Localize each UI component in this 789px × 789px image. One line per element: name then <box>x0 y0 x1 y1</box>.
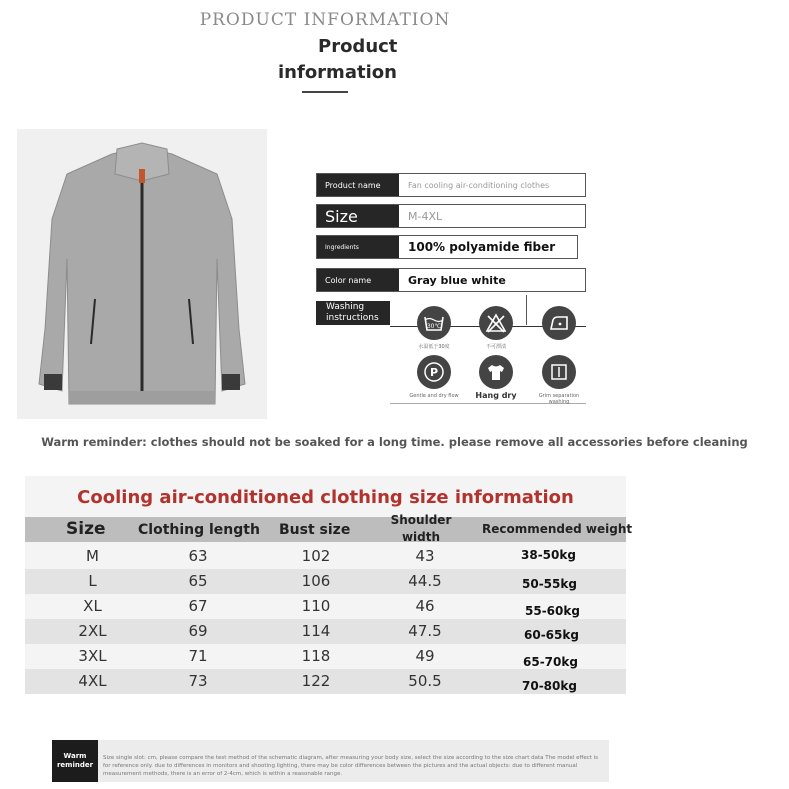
table-row <box>25 594 626 619</box>
cell-size: XL <box>83 597 102 615</box>
cell-length: 69 <box>188 622 208 640</box>
product-name-label: Product name <box>317 174 399 196</box>
table-row <box>25 669 626 694</box>
cell-shoulder: 47.5 <box>408 622 442 640</box>
cell-bust: 122 <box>301 672 331 690</box>
cell-shoulder: 44.5 <box>408 572 442 590</box>
header-shoulder-line1: Shoulder <box>390 513 452 527</box>
cell-bust: 106 <box>301 572 331 590</box>
no-bleach-icon <box>479 306 513 340</box>
cell-length: 65 <box>188 572 208 590</box>
color-row <box>316 268 586 292</box>
cell-bust: 102 <box>301 547 331 565</box>
wash-30-item <box>417 306 451 340</box>
cell-shoulder: 43 <box>415 547 435 565</box>
warm-reminder-text: Warm reminder: clothes should not be soaked for a long time. please remove all accessories before cleaning <box>41 435 748 449</box>
jacket-image <box>17 129 267 419</box>
cell-size: 4XL <box>78 672 107 690</box>
jacket-photo <box>17 129 267 419</box>
bottom-reminder-text: Size single slot: cm, please compare the test method of the schematic diagram, after measuring your body size, select the size according to the size chart data The model effect is for reference only. due to differences in monitors and shooting lighting, there may be color differences between the pictures and the actual objects: due to different manual measurement methods, there is an error of 2-4cm, which is within a reasonable range. <box>103 755 599 777</box>
cell-length: 63 <box>188 547 208 565</box>
washing-vertical-divider <box>526 295 527 325</box>
tumble-dry-icon <box>542 355 576 389</box>
no-bleach-caption: 不可漂渍 <box>485 344 506 350</box>
table-row <box>25 644 626 669</box>
cell-weight: 55-60kg <box>525 604 580 618</box>
table-row <box>25 544 626 569</box>
size-table-title: Cooling air-conditioned clothing size information <box>77 487 574 508</box>
hang-dry-icon <box>479 355 513 389</box>
washing-label <box>316 301 390 325</box>
size-label: Size <box>317 205 399 227</box>
cell-weight: 70-80kg <box>522 679 577 693</box>
header-recommended-weight: Recommended weight <box>482 522 633 536</box>
cell-shoulder: 49 <box>415 647 435 665</box>
cell-size: 2XL <box>78 622 107 640</box>
wash-30-caption: 水温低于30度 <box>418 344 450 350</box>
no-bleach-item <box>479 306 513 340</box>
cell-bust: 114 <box>301 622 331 640</box>
ingredients-row <box>316 235 578 259</box>
product-name-value: Fan cooling air-conditioning clothes <box>408 180 550 190</box>
color-label: Color name <box>317 269 399 291</box>
header-shoulder-width <box>383 512 459 546</box>
washing-label-line2: instructions <box>326 313 379 323</box>
cell-bust: 110 <box>301 597 331 615</box>
cell-weight: 65-70kg <box>523 655 578 669</box>
tumble-dry-item <box>542 355 576 389</box>
tumble-dry-caption: Grim separation washing <box>538 393 580 405</box>
cell-weight: 38-50kg <box>521 548 576 562</box>
professional-clean-icon <box>417 355 451 389</box>
hang-dry-caption: Hang dry <box>475 391 517 400</box>
product-name-row <box>316 173 586 197</box>
header-underline <box>302 91 348 93</box>
color-value: Gray blue white <box>408 273 506 287</box>
cell-size: L <box>88 572 97 590</box>
bottom-label-line2: reminder <box>56 761 94 769</box>
cell-length: 73 <box>188 672 208 690</box>
header-size: Size <box>66 519 106 539</box>
ingredients-value: 100% polyamide fiber <box>408 240 556 254</box>
svg-text:P: P <box>429 366 439 379</box>
cell-size: M <box>86 547 99 565</box>
iron-icon <box>542 306 576 340</box>
hang-dry-item <box>479 355 513 389</box>
iron-item <box>542 306 576 340</box>
cell-shoulder: 50.5 <box>408 672 442 690</box>
washing-label-line1: Washing <box>326 302 365 312</box>
size-row <box>316 204 586 228</box>
cell-bust: 118 <box>301 647 331 665</box>
professional-clean-item <box>417 355 451 389</box>
wash-30-icon <box>417 306 451 340</box>
cell-weight: 60-65kg <box>524 628 579 642</box>
cell-length: 67 <box>188 597 208 615</box>
header-bust-size: Bust size <box>279 522 351 538</box>
header-clothing-length: Clothing length <box>138 522 260 538</box>
table-row <box>25 569 626 594</box>
header-title-line2: information <box>278 62 397 83</box>
professional-clean-caption: Gentle and dry flow <box>409 393 459 399</box>
cell-weight: 50-55kg <box>522 577 577 591</box>
cell-shoulder: 46 <box>415 597 435 615</box>
header-title-line1: Product <box>318 36 398 57</box>
bottom-reminder-label <box>52 740 98 782</box>
bottom-label-line1: Warm <box>63 752 87 760</box>
header-shoulder-line2: width <box>401 530 441 544</box>
svg-text:30℃: 30℃ <box>426 323 442 330</box>
size-value: M-4XL <box>408 209 443 223</box>
cell-length: 71 <box>188 647 208 665</box>
table-row <box>25 619 626 644</box>
header-title-en: PRODUCT INFORMATION <box>199 10 451 30</box>
ingredients-label: Ingredients <box>317 236 399 258</box>
cell-size: 3XL <box>78 647 107 665</box>
